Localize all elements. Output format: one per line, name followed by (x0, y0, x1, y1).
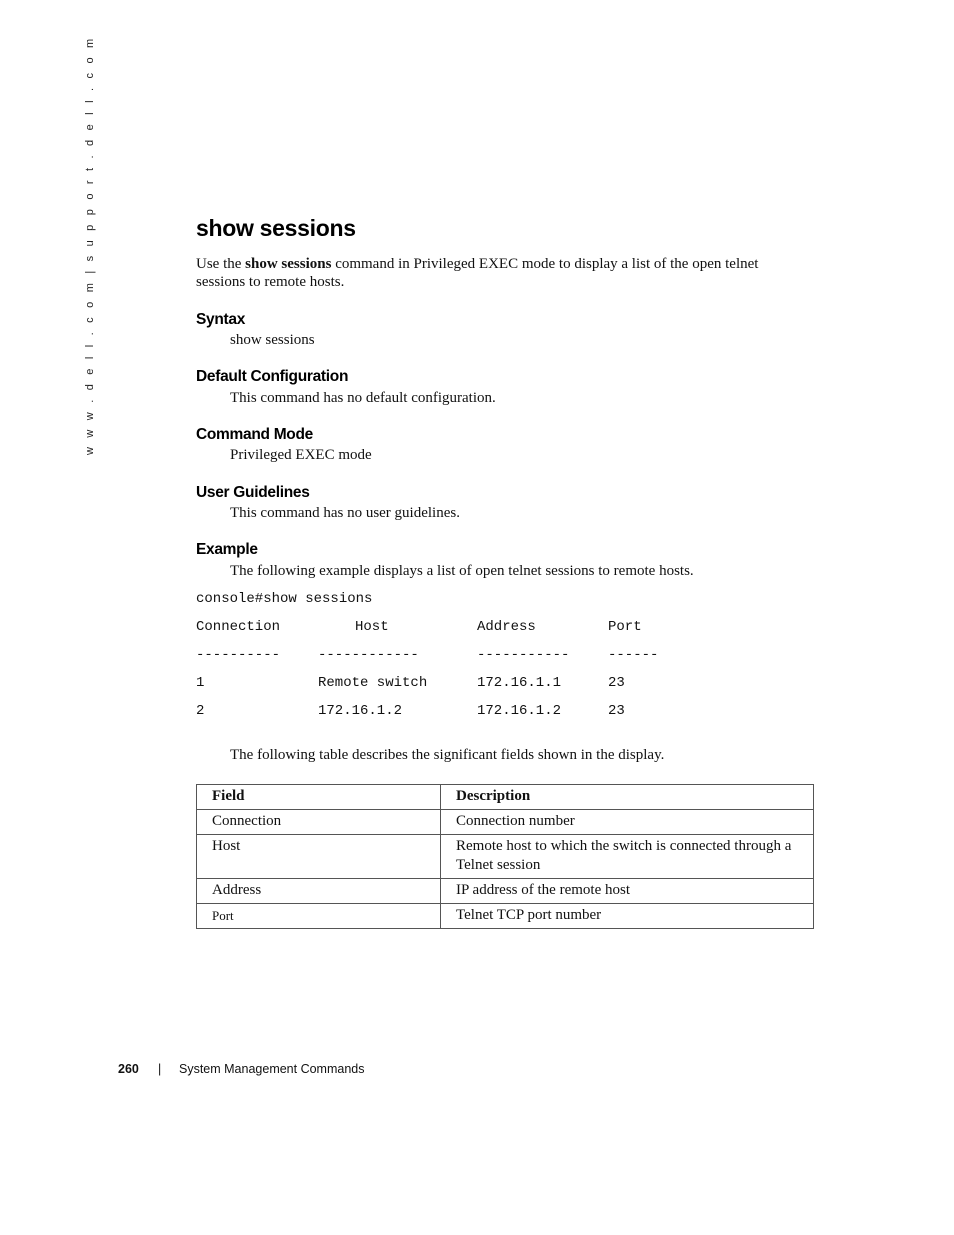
table-header-row (197, 785, 814, 810)
table-row (197, 835, 814, 879)
col-header-connection: Connection (196, 619, 281, 635)
field-name: Address (197, 879, 441, 904)
fields-table (196, 784, 814, 929)
field-name: Port (197, 904, 441, 929)
output-row1-address: 172.16.1.1 (477, 675, 562, 691)
output-row1-port: 23 (608, 675, 625, 691)
table-header-description: Description (441, 785, 814, 810)
side-url-text: w w w . d e l l . c o m | s u p p o r t . d e l l . c o m (84, 35, 96, 455)
example-heading: Example (196, 541, 258, 558)
footer-section-title: System Management Commands (179, 1062, 365, 1076)
syntax-text: show sessions (230, 332, 315, 348)
table-header-field: Field (197, 785, 441, 810)
dash-port: ------ (608, 647, 659, 663)
output-row2-port: 23 (608, 703, 625, 719)
output-row2-host: 172.16.1.2 (318, 703, 403, 719)
page-number: 260 (118, 1062, 139, 1076)
command-mode-heading: Command Mode (196, 426, 313, 443)
syntax-heading: Syntax (196, 311, 246, 328)
table-row (197, 904, 814, 929)
table-row (197, 879, 814, 904)
intro-paragraph (196, 255, 796, 291)
example-command: console#show sessions (196, 591, 373, 607)
field-description: Connection number (441, 810, 814, 835)
user-guidelines-text: This command has no user guidelines. (230, 505, 460, 521)
dash-host: ------------ (318, 647, 419, 663)
user-guidelines-heading: User Guidelines (196, 484, 310, 501)
output-row2-address: 172.16.1.2 (477, 703, 562, 719)
intro-pre: Use the (196, 256, 246, 272)
intro-command: show sessions (245, 256, 332, 272)
col-header-port: Port (608, 619, 642, 635)
output-row1-host: Remote switch (318, 675, 428, 691)
col-header-host: Host (355, 619, 389, 635)
default-config-heading: Default Configuration (196, 368, 349, 385)
field-description: Remote host to which the switch is connected through a Telnet session (441, 835, 814, 879)
table-intro-text: The following table describes the significant fields shown in the display. (230, 747, 665, 763)
output-row2-connection: 2 (196, 703, 205, 719)
table-row (197, 810, 814, 835)
output-row1-connection: 1 (196, 675, 205, 691)
field-name: Host (197, 835, 441, 879)
example-text: The following example displays a list of open telnet sessions to remote hosts. (230, 563, 694, 579)
dash-connection: ---------- (196, 647, 281, 663)
field-description: Telnet TCP port number (441, 904, 814, 929)
footer-separator: | (158, 1062, 162, 1076)
field-description: IP address of the remote host (441, 879, 814, 904)
intro-post: command in Privileged EXEC mode to display a list of the open telnet sessions to remote hosts. (196, 256, 759, 290)
default-config-text: This command has no default configuration. (230, 390, 496, 406)
command-mode-text: Privileged EXEC mode (230, 447, 372, 463)
page-title: show sessions (196, 215, 356, 241)
field-name: Connection (197, 810, 441, 835)
dash-address: ----------- (477, 647, 570, 663)
col-header-address: Address (477, 619, 536, 635)
